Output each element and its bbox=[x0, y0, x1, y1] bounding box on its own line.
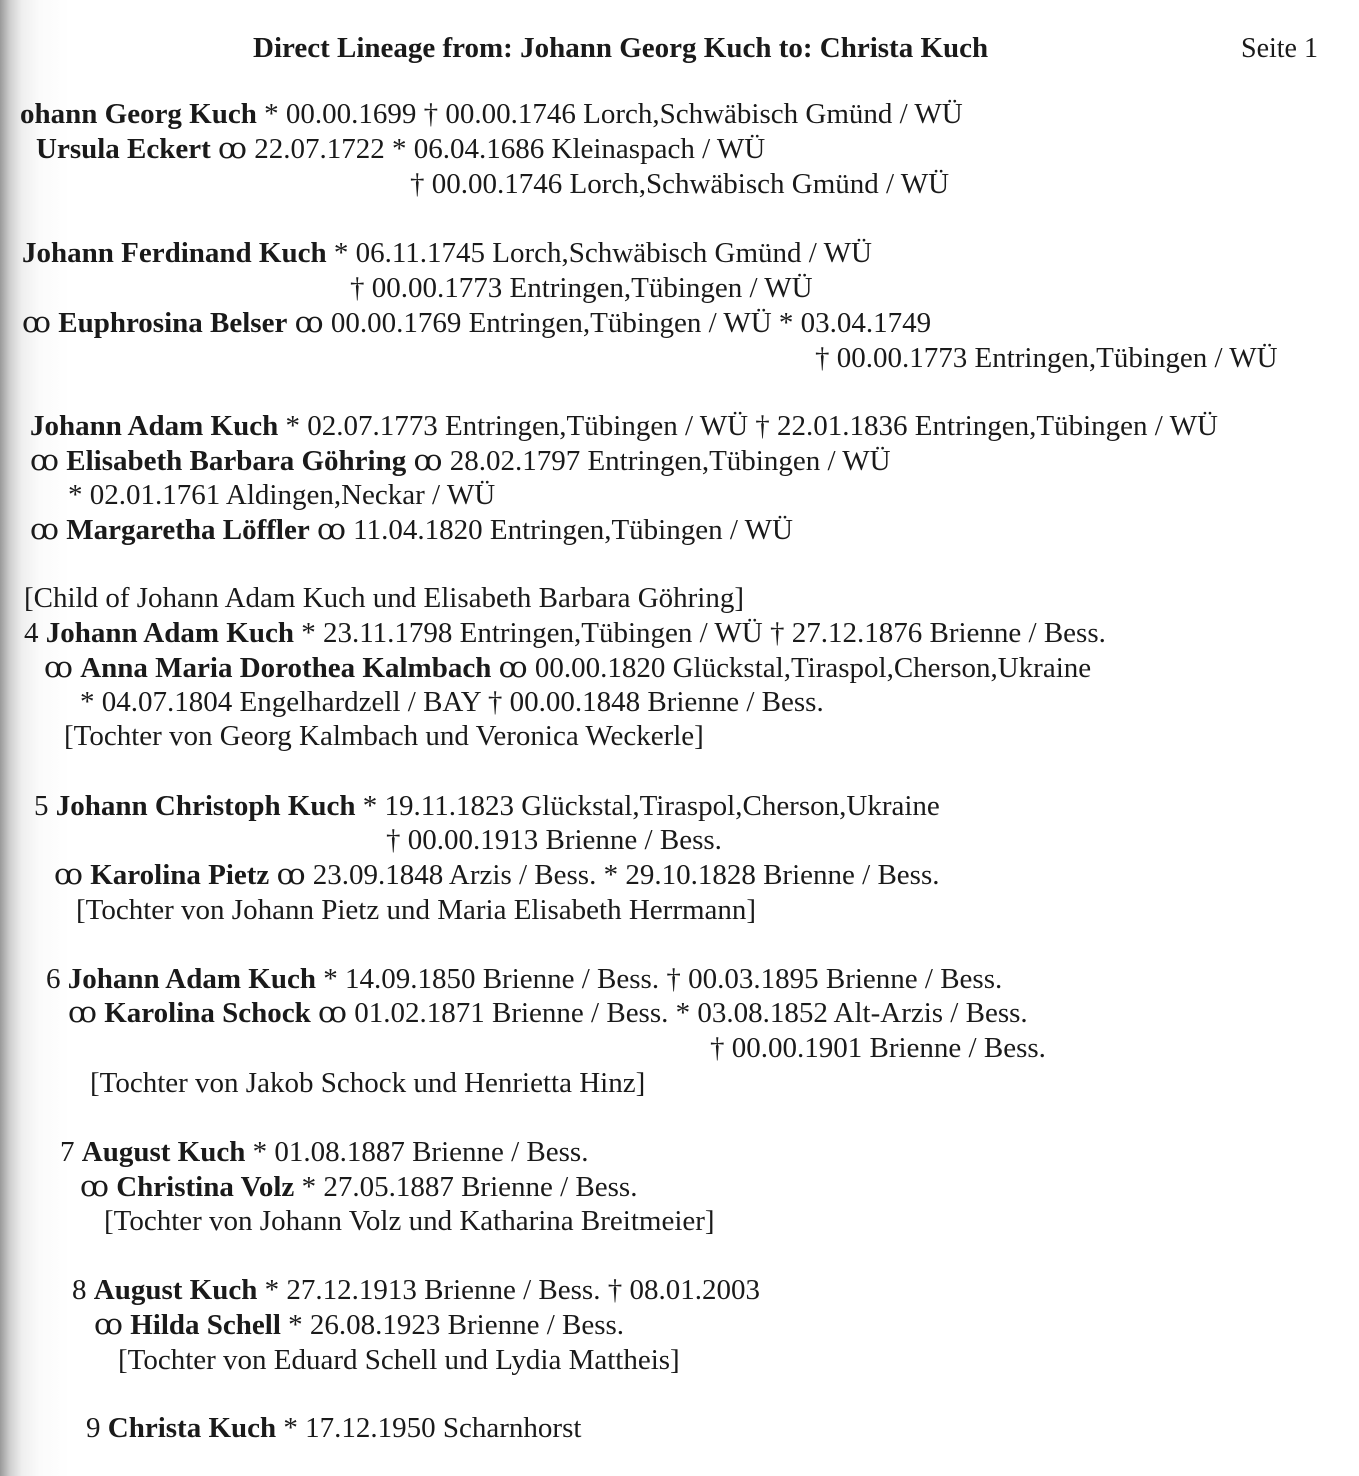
generation-number: 6 bbox=[46, 963, 68, 995]
entry-g2-person bbox=[22, 236, 872, 270]
generation-number: 8 bbox=[72, 1274, 94, 1306]
marriage-symbol: ꝏ bbox=[22, 307, 59, 339]
page-number: Seite 1 bbox=[1241, 33, 1318, 64]
entry-g5-person-death: † 00.00.1913 Brienne / Bess. bbox=[386, 824, 722, 856]
entry-g1-spouse-death: † 00.00.1746 Lorch,Schwäbisch Gmünd / WÜ bbox=[410, 168, 950, 200]
person-dates: * 00.00.1699 † 00.00.1746 Lorch,Schwäbisch Gmünd / WÜ bbox=[256, 98, 963, 130]
person-dates: * 23.11.1798 Entringen,Tübingen / WÜ † 27.12.1876 Brienne / Bess. bbox=[293, 617, 1106, 649]
spouse-name: Karolina Schock bbox=[104, 997, 311, 1029]
generation-number: 9 bbox=[86, 1412, 108, 1444]
spouse-name: Hilda Schell bbox=[130, 1309, 281, 1341]
spouse-dates: ꝏ 11.04.1820 Entringen,Tübingen / WÜ bbox=[309, 514, 793, 546]
person-dates: * 17.12.1950 Scharnhorst bbox=[276, 1412, 582, 1444]
person-name: Johann Adam Kuch bbox=[67, 963, 316, 995]
entry-g8-person bbox=[72, 1273, 760, 1307]
person-name: ohann Georg Kuch bbox=[20, 98, 257, 130]
marriage-symbol: ꝏ bbox=[80, 1171, 117, 1203]
marriage-symbol: ꝏ bbox=[44, 652, 81, 684]
person-dates: * 14.09.1850 Brienne / Bess. † 00.03.1895 Brienne / Bess. bbox=[315, 963, 1003, 995]
marriage-symbol: ꝏ bbox=[68, 997, 105, 1029]
entry-g7-spouse-parents: [Tochter von Johann Volz und Katharina Breitmeier] bbox=[104, 1205, 715, 1237]
entry-g1-spouse bbox=[36, 132, 765, 166]
entry-g3-spouse-1-birth: * 02.01.1761 Aldingen,Neckar / WÜ bbox=[68, 479, 496, 511]
spouse-name: Karolina Pietz bbox=[90, 859, 270, 891]
person-dates: * 27.12.1913 Brienne / Bess. † 08.01.2003 bbox=[257, 1274, 760, 1306]
person-name: August Kuch bbox=[81, 1136, 246, 1168]
person-dates: * 06.11.1745 Lorch,Schwäbisch Gmünd / WÜ bbox=[326, 237, 872, 269]
entry-g6-spouse-death: † 00.00.1901 Brienne / Bess. bbox=[710, 1032, 1046, 1064]
spouse-dates: * 27.05.1887 Brienne / Bess. bbox=[294, 1171, 638, 1203]
marriage-symbol: ꝏ bbox=[54, 859, 91, 891]
person-dates: * 19.11.1823 Glückstal,Tiraspol,Cherson,Ukraine bbox=[355, 790, 940, 822]
spouse-name: Christina Volz bbox=[116, 1171, 295, 1203]
entry-g1-person bbox=[20, 97, 963, 131]
spouse-dates: ꝏ 00.00.1769 Entringen,Tübingen / WÜ * 03.04.1749 bbox=[287, 307, 932, 339]
generation-number: 5 bbox=[34, 790, 56, 822]
entry-g6-person bbox=[46, 962, 1002, 996]
entry-g4-spouse bbox=[44, 651, 1091, 685]
spouse-name: Anna Maria Dorothea Kalmbach bbox=[80, 652, 492, 684]
entry-g4-spouse-parents: [Tochter von Georg Kalmbach und Veronica Weckerle] bbox=[64, 720, 704, 752]
entry-g4-person bbox=[24, 616, 1106, 650]
generation-number: 7 bbox=[60, 1136, 82, 1168]
entry-g3-spouse-1 bbox=[30, 444, 891, 478]
spouse-dates: ꝏ 23.09.1848 Arzis / Bess. * 29.10.1828 Brienne / Bess. bbox=[269, 859, 940, 891]
spouse-dates: ꝏ 00.00.1820 Glückstal,Tiraspol,Cherson,Ukraine bbox=[491, 652, 1092, 684]
entry-g6-spouse bbox=[68, 996, 1028, 1030]
document-title: Direct Lineage from: Johann Georg Kuch to: Christa Kuch bbox=[253, 32, 989, 64]
person-name: Johann Adam Kuch bbox=[30, 410, 279, 442]
person-name: August Kuch bbox=[93, 1274, 258, 1306]
entry-g3-spouse-2 bbox=[30, 513, 793, 547]
entry-g5-spouse-parents: [Tochter von Johann Pietz und Maria Elisabeth Herrmann] bbox=[76, 894, 757, 926]
generation-number: 4 bbox=[24, 617, 46, 649]
entry-g7-spouse bbox=[80, 1170, 637, 1204]
spouse-dates: * 26.08.1923 Brienne / Bess. bbox=[280, 1309, 625, 1341]
spouse-dates: ꝏ 28.02.1797 Entringen,Tübingen / WÜ bbox=[406, 445, 891, 477]
entry-g4-spouse-dates: * 04.07.1804 Engelhardzell / BAY † 00.00.1848 Brienne / Bess. bbox=[80, 686, 824, 718]
spouse-dates: ꝏ 22.07.1722 * 06.04.1686 Kleinaspach / WÜ bbox=[210, 133, 766, 165]
entry-g2-spouse-death: † 00.00.1773 Entringen,Tübingen / WÜ bbox=[815, 342, 1278, 374]
spouse-name: Ursula Eckert bbox=[36, 133, 211, 165]
person-name: Johann Adam Kuch bbox=[45, 617, 294, 649]
entry-g7-person bbox=[60, 1135, 588, 1169]
spouse-name: Euphrosina Belser bbox=[58, 307, 288, 339]
marriage-symbol: ꝏ bbox=[30, 514, 67, 546]
entry-g5-spouse bbox=[54, 858, 939, 892]
entry-g9-person bbox=[86, 1411, 581, 1445]
marriage-symbol: ꝏ bbox=[30, 445, 67, 477]
person-dates: * 01.08.1887 Brienne / Bess. bbox=[245, 1136, 589, 1168]
entry-g3-person bbox=[30, 409, 1218, 443]
marriage-symbol: ꝏ bbox=[94, 1309, 131, 1341]
person-name: Johann Ferdinand Kuch bbox=[22, 237, 327, 269]
person-name: Christa Kuch bbox=[107, 1412, 277, 1444]
entry-g4-child-of: [Child of Johann Adam Kuch und Elisabeth Barbara Göhring] bbox=[24, 582, 745, 614]
spouse-name: Margaretha Löffler bbox=[66, 514, 310, 546]
entry-g8-spouse-parents: [Tochter von Eduard Schell und Lydia Mattheis] bbox=[118, 1344, 680, 1376]
entry-g6-spouse-parents: [Tochter von Jakob Schock und Henrietta Hinz] bbox=[90, 1067, 646, 1099]
entry-g2-person-death: † 00.00.1773 Entringen,Tübingen / WÜ bbox=[350, 272, 813, 304]
entry-g5-person bbox=[34, 789, 940, 823]
entry-g2-spouse bbox=[22, 306, 931, 340]
spouse-dates: ꝏ 01.02.1871 Brienne / Bess. * 03.08.1852 Alt-Arzis / Bess. bbox=[310, 997, 1028, 1029]
entry-g8-spouse bbox=[94, 1308, 624, 1342]
person-dates: * 02.07.1773 Entringen,Tübingen / WÜ † 22.01.1836 Entringen,Tübingen / WÜ bbox=[278, 410, 1218, 442]
spouse-name: Elisabeth Barbara Göhring bbox=[66, 445, 407, 477]
person-name: Johann Christoph Kuch bbox=[55, 790, 356, 822]
